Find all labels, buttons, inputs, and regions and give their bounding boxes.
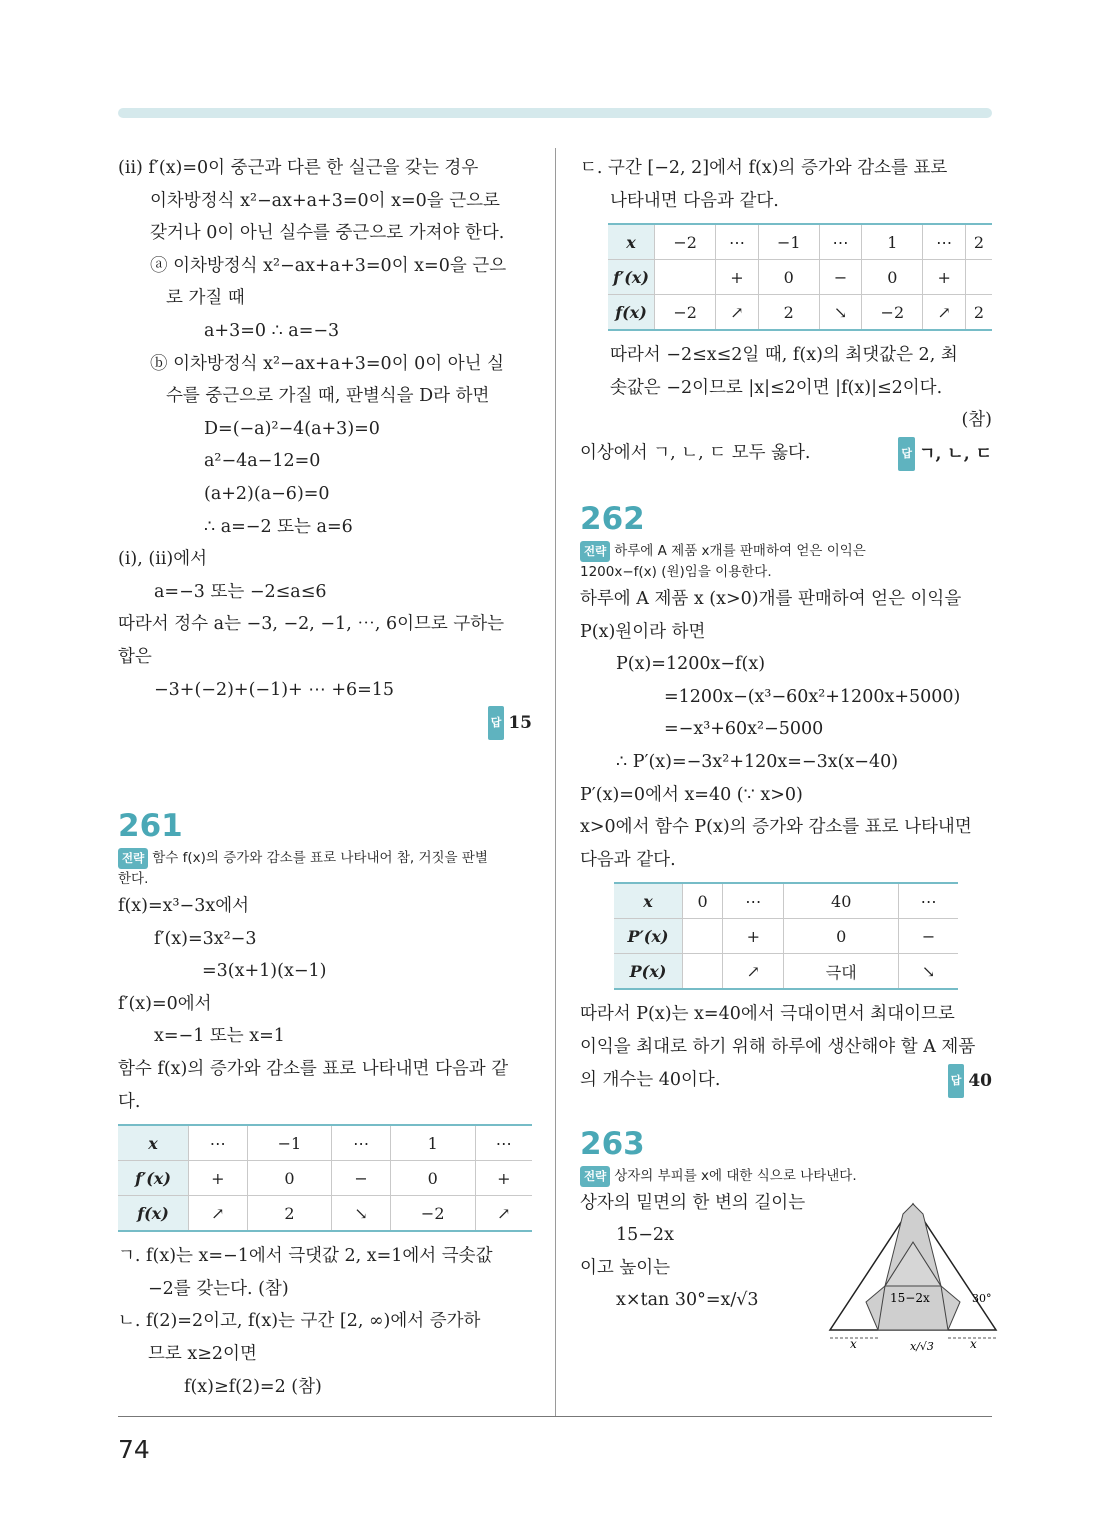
table-cell: ⋯ <box>723 883 784 919</box>
answer-badge: 답 <box>948 1064 965 1098</box>
text-line: 따라서 P(x)는 x=40에서 극대이면서 최대이므로 <box>580 1004 955 1025</box>
table-cell: 0 <box>758 260 819 295</box>
table-row <box>614 883 958 919</box>
text-line: f(x)≥f(2)=2 (참) <box>184 1376 322 1397</box>
table-cell: f′(x) <box>118 1161 189 1196</box>
conclusion-row <box>580 437 992 471</box>
table-row <box>118 1161 532 1196</box>
answer-badge: 답 <box>488 706 505 740</box>
problem-263-body <box>580 1166 992 1352</box>
table-cell: 1 <box>862 224 923 260</box>
table-cell: − <box>899 919 958 954</box>
label-angle: 30° <box>972 1291 992 1305</box>
text-line: P(x)원이라 하면 <box>580 621 706 642</box>
table-cell: − <box>332 1161 391 1196</box>
text-line: 15−2x <box>616 1225 674 1246</box>
table-row <box>608 260 992 295</box>
text-line: f′(x)=0에서 <box>118 993 212 1014</box>
table-cell: ⋯ <box>899 883 958 919</box>
answer-260: 답 15 <box>118 706 532 740</box>
text-line: 이차방정식 x²−ax+a+3=0이 x=0을 근으로 <box>150 190 500 211</box>
text-line: 따라서 −2≤x≤2일 때, f(x)의 최댓값은 2, 최 <box>610 345 958 366</box>
left-column <box>118 152 532 1403</box>
text-line: (a+2)(a−6)=0 <box>204 483 330 504</box>
table-cell: ⋯ <box>923 224 965 260</box>
table-cell: −2 <box>862 295 923 331</box>
table-row <box>614 919 958 954</box>
table-cell: f(x) <box>608 295 655 331</box>
table-cell: ⋯ <box>189 1125 248 1161</box>
text-line: =−x³+60x²−5000 <box>664 719 824 740</box>
table-cell: 극대 <box>784 954 899 990</box>
text-line: 함수 f(x)의 증가와 감소를 표로 나타내면 다음과 같 <box>118 1059 509 1080</box>
table-cell: 0 <box>247 1161 332 1196</box>
text-line: P(x)=1200x−f(x) <box>616 654 766 675</box>
text-line: ∴ a=−2 또는 a=6 <box>204 516 353 537</box>
text-line: −2를 갖는다. (참) <box>148 1278 289 1299</box>
table-cell: ↗ <box>189 1196 248 1232</box>
table-cell: 1 <box>390 1125 475 1161</box>
table-row <box>608 295 992 331</box>
table-cell: ↘ <box>899 954 958 990</box>
text-line: 갖거나 0이 아닌 실수를 중근으로 가져야 한다. <box>150 223 505 244</box>
variation-table-262 <box>614 882 958 990</box>
text-line: a²−4a−12=0 <box>204 451 321 472</box>
table-cell: − <box>819 260 861 295</box>
table-cell: ↘ <box>332 1196 391 1232</box>
text-line: 상자의 밑면의 한 변의 길이는 <box>580 1192 806 1213</box>
table-cell: P′(x) <box>614 919 683 954</box>
text-line: 다음과 같다. <box>580 849 676 870</box>
variation-table-261 <box>118 1124 532 1232</box>
problem-number-263: 263 <box>580 1125 645 1162</box>
text-line: ㄷ. 구간 [−2, 2]에서 f(x)의 증가와 감소를 표로 <box>580 158 948 178</box>
text-line: ㄴ. f(2)=2이고, f(x)는 구간 [2, ∞)에서 증가하 <box>118 1311 481 1332</box>
strategy-badge: 전략 <box>580 541 610 562</box>
label-side: 15−2x <box>890 1290 930 1305</box>
text-line: ∴ P′(x)=−3x²+120x=−3x(x−40) <box>616 751 899 772</box>
table-cell: 0 <box>784 919 899 954</box>
text-line: f(x)=x³−3x에서 <box>118 896 250 917</box>
table-cell: x <box>608 224 655 260</box>
table-row <box>118 1125 532 1161</box>
text-line: a+3=0 ∴ a=−3 <box>204 320 340 341</box>
text-line: =1200x−(x³−60x²+1200x+5000) <box>664 686 961 707</box>
table-cell: ⋯ <box>475 1125 532 1161</box>
strategy-262: 전략 하루에 A 제품 x개를 판매하여 얻은 이익은 1200x−f(x) (원)임을 이용한다. <box>580 542 866 580</box>
page-number: 74 <box>118 1435 150 1464</box>
text-line: ⓑ 이차방정식 x²−ax+a+3=0이 0이 아닌 실 <box>150 353 505 374</box>
table-cell: + <box>189 1161 248 1196</box>
triangle-box-figure <box>828 1202 998 1352</box>
text-line: D=(−a)²−4(a+3)=0 <box>204 418 380 439</box>
table-cell: f′(x) <box>608 260 655 295</box>
table-row <box>614 954 958 990</box>
table-cell: 0 <box>683 883 723 919</box>
table-cell: + <box>723 919 784 954</box>
table-cell <box>965 260 992 295</box>
text-line: 하루에 A 제품 x (x>0)개를 판매하여 얻은 이익을 <box>580 588 962 609</box>
text-line: x>0에서 함수 P(x)의 증가와 감소를 표로 나타내면 <box>580 817 972 838</box>
table-cell: P(x) <box>614 954 683 990</box>
table-cell: ⋯ <box>332 1125 391 1161</box>
table-cell: ↘ <box>819 295 861 331</box>
table-cell: + <box>716 260 758 295</box>
table-row <box>608 224 992 260</box>
table-cell: 2 <box>758 295 819 331</box>
text-line: (ⅱ) f′(x)=0이 중근과 다른 한 실근을 갖는 경우 <box>118 158 479 178</box>
text-line: 이상에서 ㄱ, ㄴ, ㄷ 모두 옳다. <box>580 442 811 463</box>
table-cell: −2 <box>655 295 716 331</box>
table-cell: −1 <box>247 1125 332 1161</box>
table-cell <box>683 954 723 990</box>
problem-number-262: 262 <box>580 500 645 537</box>
text-line: 나타내면 다음과 같다. <box>610 190 779 211</box>
strategy-badge: 전략 <box>118 848 148 869</box>
problem-number-261: 261 <box>118 808 183 845</box>
text-line: 의 개수는 40이다. <box>580 1069 721 1090</box>
bottom-rule <box>118 1416 992 1417</box>
answer-262: 답 40 <box>948 1064 992 1098</box>
top-header-bar <box>118 108 992 118</box>
table-cell: −1 <box>758 224 819 260</box>
table-cell: 2 <box>965 224 992 260</box>
table-cell: ↗ <box>716 295 758 331</box>
right-column <box>580 152 992 1352</box>
text-line: (참) <box>961 410 992 431</box>
table-cell: + <box>923 260 965 295</box>
strategy-263: 전략 상자의 부피를 x에 대한 식으로 나타낸다. <box>580 1166 992 1187</box>
table-cell: f(x) <box>118 1196 189 1232</box>
text-line: x=−1 또는 x=1 <box>154 1026 285 1047</box>
table-cell <box>683 919 723 954</box>
text-line: (ⅰ), (ⅱ)에서 <box>118 549 208 570</box>
answer-row-262 <box>580 1064 992 1098</box>
table-cell: ↗ <box>923 295 965 331</box>
text-line: 다. <box>118 1091 141 1112</box>
text-line: 따라서 정수 a는 −3, −2, −1, ⋯, 6이므로 구하는 <box>118 614 505 635</box>
answer-badge: 답 <box>898 437 915 471</box>
label-corner-left: x <box>850 1336 857 1351</box>
text-line: 이익을 최대로 하기 위해 하루에 생산해야 할 A 제품 <box>580 1036 976 1057</box>
text-line: f′(x)=3x²−3 <box>154 928 257 949</box>
table-cell: 40 <box>784 883 899 919</box>
table-cell: + <box>475 1161 532 1196</box>
text-line: a=−3 또는 −2≤a≤6 <box>154 581 327 602</box>
table-cell: ⋯ <box>819 224 861 260</box>
label-corner-right: x <box>970 1336 977 1351</box>
answer-261: 답 ㄱ, ㄴ, ㄷ <box>898 437 992 471</box>
table-cell: ⋯ <box>716 224 758 260</box>
column-divider <box>555 148 556 1416</box>
table-cell: 0 <box>390 1161 475 1196</box>
text-line: 수를 중근으로 가질 때, 판별식을 D라 하면 <box>166 386 490 407</box>
strategy-badge: 전략 <box>580 1166 610 1187</box>
strategy-261: 전략 함수 f(x)의 증가와 감소를 표로 나타내어 참, 거짓을 판별 한다. <box>118 850 488 888</box>
text-line: =3(x+1)(x−1) <box>202 961 327 982</box>
label-height: x/√3 <box>910 1339 934 1352</box>
table-cell <box>655 260 716 295</box>
text-line: 솟값은 −2이므로 |x|≤2이면 |f(x)|≤2이다. <box>610 377 943 398</box>
table-cell: x <box>614 883 683 919</box>
text-line: P′(x)=0에서 x=40 (∵ x>0) <box>580 784 803 805</box>
table-cell: 2 <box>247 1196 332 1232</box>
table-cell: 0 <box>862 260 923 295</box>
variation-table-261c <box>608 223 992 331</box>
text-line: ⓐ 이차방정식 x²−ax+a+3=0이 x=0을 근으 <box>150 255 507 276</box>
text-line: ㄱ. f(x)는 x=−1에서 극댓값 2, x=1에서 극솟값 <box>118 1246 493 1267</box>
text-line: 이고 높이는 <box>580 1257 671 1278</box>
text-line: 므로 x≥2이면 <box>148 1344 257 1365</box>
table-cell: −2 <box>390 1196 475 1232</box>
text-line: 합은 <box>118 646 152 667</box>
table-cell: x <box>118 1125 189 1161</box>
table-row <box>118 1196 532 1232</box>
text-line: 로 가질 때 <box>166 288 245 309</box>
table-cell: ↗ <box>723 954 784 990</box>
text-line: −3+(−2)+(−1)+ ⋯ +6=15 <box>154 679 395 700</box>
text-line: x×tan 30°=x/√3 <box>616 1290 759 1311</box>
table-cell: ↗ <box>475 1196 532 1232</box>
table-cell: 2 <box>965 295 992 331</box>
table-cell: −2 <box>655 224 716 260</box>
